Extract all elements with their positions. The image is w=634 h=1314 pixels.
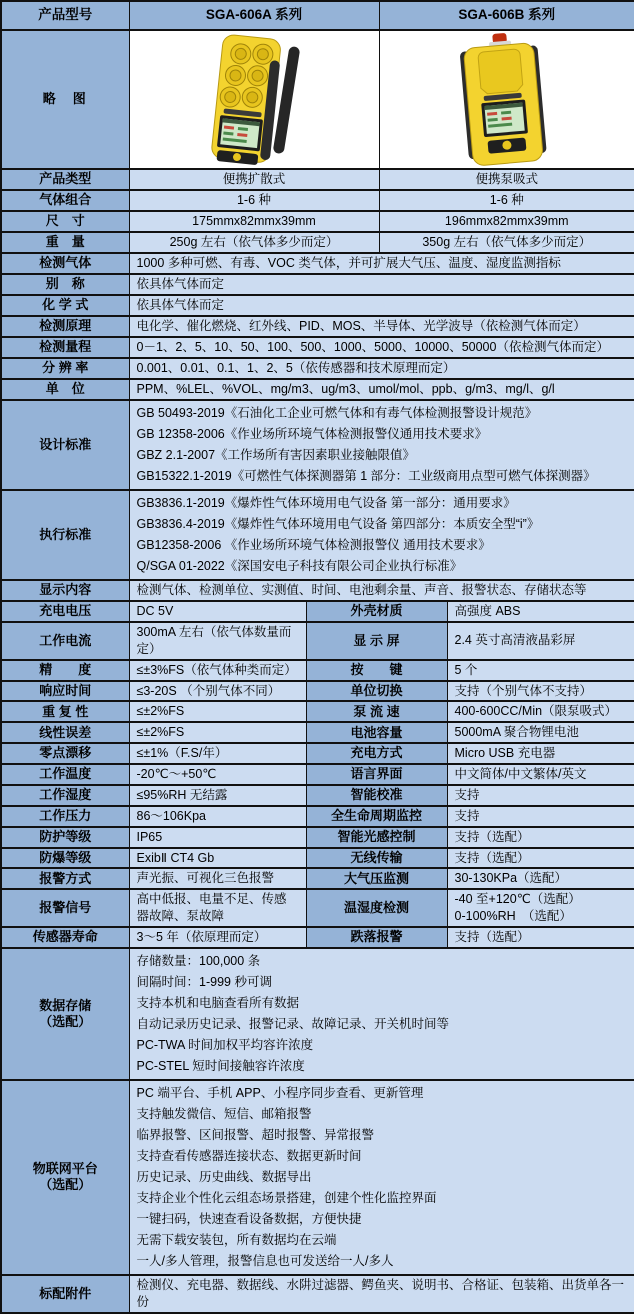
- row-value: ≤±3%FS（依气体种类而定）: [129, 660, 306, 681]
- row-value: ≤±2%FS: [129, 722, 306, 743]
- table-row: [1, 948, 634, 1080]
- table-row: [1, 253, 634, 274]
- feature-line: 支持本机和电脑查看所有数据: [136, 995, 300, 1010]
- table-row: [1, 1275, 634, 1313]
- value-a: 1-6 种: [129, 190, 379, 211]
- table-row: [1, 1080, 634, 1275]
- standards-list: [129, 400, 634, 490]
- row-label: 重 量: [1, 232, 129, 253]
- feature-line: PC 端平台、手机 APP、小程序同步查看、更新管理: [136, 1085, 424, 1100]
- feature-line: 一人/多人管理，报警信息也可发送给一人/多人: [136, 1253, 394, 1268]
- device-b-svg: [422, 32, 592, 168]
- row-value-2: 支持（选配）: [447, 827, 634, 848]
- table-row: [1, 274, 634, 295]
- row-label-2: 外壳材质: [306, 601, 447, 622]
- row-value-2: Micro USB 充电器: [447, 743, 634, 764]
- row-label-line2: （选配）: [39, 1013, 92, 1029]
- row-label: 工作压力: [1, 806, 129, 827]
- row-label: 检测气体: [1, 253, 129, 274]
- row-value: 声光振、可视化三色报警: [129, 868, 306, 889]
- row-value-2: -40 至+120℃（选配） 0-100%RH （选配）: [447, 889, 634, 927]
- row-value: 0－1、2、5、10、50、100、500、1000、5000、10000、50000（依检测气体而定）: [129, 337, 634, 358]
- lcd-screen: [481, 99, 528, 137]
- table-row: [1, 316, 634, 337]
- table-row: [1, 701, 634, 722]
- table-row: [1, 601, 634, 622]
- row-value: 0.001、0.01、0.1、1、2、5（依传感器和技术原理而定）: [129, 358, 634, 379]
- row-value-2: 400-600CC/Min（限泵吸式）: [447, 701, 634, 722]
- row-value: 高中低报、电量不足、传感器故障、泵故障: [129, 889, 306, 927]
- table-row: [1, 806, 634, 827]
- row-value: ExibⅡ CT4 Gb: [129, 848, 306, 869]
- row-label: 单 位: [1, 379, 129, 400]
- table-row: [1, 295, 634, 316]
- value-b: 350g 左右（依气体多少而定）: [379, 232, 634, 253]
- row-value: -20℃～+50℃: [129, 764, 306, 785]
- table-row: [1, 337, 634, 358]
- row-label: 分 辨 率: [1, 358, 129, 379]
- table-row: [1, 169, 634, 190]
- value-a: 便携扩散式: [129, 169, 379, 190]
- row-value: DC 5V: [129, 601, 306, 622]
- row-value: PPM、%LEL、%VOL、mg/m3、ug/m3、umol/mol、ppb、g/m3、mg/l、g/l: [129, 379, 634, 400]
- row-value: 检测仪、充电器、数据线、水阱过滤器、鳄鱼夹、说明书、合格证、包装箱、出货单各一份: [129, 1275, 634, 1313]
- feature-line: 自动记录历史记录、报警记录、故障记录、开关机时间等: [136, 1016, 450, 1031]
- table-row: [1, 743, 634, 764]
- row-label-line1: 物联网平台: [32, 1161, 98, 1177]
- row-label: 略 图: [1, 30, 129, 169]
- row-value: 检测气体、检测单位、实测值、时间、电池剩余量、声音、报警状态、存储状态等: [129, 580, 634, 601]
- row-label: 执行标准: [1, 490, 129, 580]
- row-label: 产品型号: [1, 1, 129, 30]
- row-value: ≤3-20S （个别气体不同）: [129, 681, 306, 702]
- row-label: 传感器寿命: [1, 927, 129, 948]
- feature-line: 历史记录、历史曲线、数据导出: [136, 1169, 312, 1184]
- row-label-line1: 数据存储: [39, 997, 92, 1013]
- row-label: 别 称: [1, 274, 129, 295]
- row-label: 检测原理: [1, 316, 129, 337]
- feature-line: 一键扫码，快速查看设备数据，方便快捷: [136, 1211, 362, 1226]
- table-row: [1, 785, 634, 806]
- row-label: [1, 1080, 129, 1275]
- table-row: [1, 889, 634, 927]
- row-label-line2: （选配）: [39, 1177, 92, 1193]
- feature-line: 临界报警、区间报警、超时报警、异常报警: [136, 1127, 375, 1142]
- table-row: [1, 379, 634, 400]
- standard-line: GB 50493-2019《石油化工企业可燃气体和有毒气体检测报警设计规范》: [136, 406, 538, 420]
- table-row: [1, 358, 634, 379]
- row-label-2: 语言界面: [306, 764, 447, 785]
- row-value: ≤±2%FS: [129, 701, 306, 722]
- table-row: [1, 848, 634, 869]
- row-label: 响应时间: [1, 681, 129, 702]
- standard-line: GB3836.1-2019《爆炸性气体环境用电气设备 第一部分：通用要求》: [136, 496, 516, 510]
- row-value: 依具体气体而定: [129, 295, 634, 316]
- feature-line: 支持企业个性化云组态场景搭建，创建个性化监控界面: [136, 1190, 437, 1205]
- row-label: 工作电流: [1, 622, 129, 660]
- row-value-2: 5000mA 聚合物锂电池: [447, 722, 634, 743]
- row-value-2: 5 个: [447, 660, 634, 681]
- row-label: 化 学 式: [1, 295, 129, 316]
- row-value: ≤±1%（F.S/年）: [129, 743, 306, 764]
- row-label-2: 电池容量: [306, 722, 447, 743]
- feature-line: 间隔时间：1-999 秒可调: [136, 974, 272, 989]
- table-row: [1, 722, 634, 743]
- row-value: 3～5 年（依原理而定）: [129, 927, 306, 948]
- row-value-2: 支持: [447, 806, 634, 827]
- row-label-2: 大气压监测: [306, 868, 447, 889]
- standard-line: GBZ 2.1-2007《工作场所有害因素职业接触限值》: [136, 448, 416, 462]
- lcd-screen: [217, 115, 263, 151]
- row-label-2: 温湿度检测: [306, 889, 447, 927]
- row-label: 显示内容: [1, 580, 129, 601]
- row-value: ≤95%RH 无结露: [129, 785, 306, 806]
- row-label: 工作湿度: [1, 785, 129, 806]
- row-value: 1000 多种可燃、有毒、VOC 类气体，并可扩展大气压、温度、湿度监测指标: [129, 253, 634, 274]
- row-label: 重 复 性: [1, 701, 129, 722]
- row-value-2: 支持（选配）: [447, 848, 634, 869]
- table-row: [1, 681, 634, 702]
- row-label: 线性误差: [1, 722, 129, 743]
- row-label: 报警信号: [1, 889, 129, 927]
- table-row: [1, 868, 634, 889]
- product-a-title: SGA-606A 系列: [129, 1, 379, 30]
- row-value: 300mA 左右（依气体数量而定）: [129, 622, 306, 660]
- row-value-2: 30-130KPa（选配）: [447, 868, 634, 889]
- row-label-2: 智能光感控制: [306, 827, 447, 848]
- row-value-2: 高强度 ABS: [447, 601, 634, 622]
- row-label: 防护等级: [1, 827, 129, 848]
- device-a-image: [129, 30, 379, 169]
- table-row: [1, 827, 634, 848]
- standards-list: [129, 490, 634, 580]
- row-label: 标配附件: [1, 1275, 129, 1313]
- device-b-image: [379, 30, 634, 169]
- value-b: 196mmx82mmx39mm: [379, 211, 634, 232]
- product-b-title: SGA-606B 系列: [379, 1, 634, 30]
- value-a: 175mmx82mmx39mm: [129, 211, 379, 232]
- table-row: [1, 490, 634, 580]
- row-label: 精 度: [1, 660, 129, 681]
- row-value-2: 中文简体/中文繁体/英文: [447, 764, 634, 785]
- row-label-2: 跌落报警: [306, 927, 447, 948]
- table-row: [1, 190, 634, 211]
- row-label-2: 无线传输: [306, 848, 447, 869]
- value-b: 便携泵吸式: [379, 169, 634, 190]
- table-row: [1, 580, 634, 601]
- row-value-2: 支持（选配）: [447, 927, 634, 948]
- table-row: [1, 1, 634, 30]
- standard-line: GB12358-2006 《作业场所环境气体检测报警仪 通用技术要求》: [136, 538, 491, 552]
- feature-list: [129, 1080, 634, 1275]
- row-label-2: 全生命周期监控: [306, 806, 447, 827]
- row-label: 零点漂移: [1, 743, 129, 764]
- row-label-2: 按 键: [306, 660, 447, 681]
- row-label: 尺 寸: [1, 211, 129, 232]
- standard-line: Q/SGA 01-2022《深国安电子科技有限公司企业执行标准》: [136, 559, 463, 573]
- row-value-2: 支持（个别气体不支持）: [447, 681, 634, 702]
- feature-line: PC-STEL 短时间接触容许浓度: [136, 1058, 305, 1073]
- standard-line: GB15322.1-2019《可燃性气体探测器第 1 部分：工业级商用点型可燃气体探测器》: [136, 469, 596, 483]
- spec-table-body: [1, 1, 634, 1313]
- table-row: [1, 927, 634, 948]
- feature-line: PC-TWA 时间加权平均容许浓度: [136, 1037, 314, 1052]
- row-label: 报警方式: [1, 868, 129, 889]
- standard-line: GB 12358-2006《作业场所环境气体检测报警仪通用技术要求》: [136, 427, 488, 441]
- row-label-2: 显 示 屏: [306, 622, 447, 660]
- table-row: [1, 400, 634, 490]
- table-row: [1, 622, 634, 660]
- row-label: 气体组合: [1, 190, 129, 211]
- feature-line: 支持查看传感器连接状态、数据更新时间: [136, 1148, 362, 1163]
- row-value: 电化学、催化燃烧、红外线、PID、MOS、半导体、光学波导（依检测气体而定）: [129, 316, 634, 337]
- standard-line: GB3836.4-2019《爆炸性气体环境用电气设备 第四部分：本质安全型“i”》: [136, 517, 540, 531]
- table-row: [1, 30, 634, 169]
- row-label-2: 单位切换: [306, 681, 447, 702]
- row-value: 86～106Kpa: [129, 806, 306, 827]
- value-a: 250g 左右（依气体多少而定）: [129, 232, 379, 253]
- feature-line: 存储数量：100,000 条: [136, 953, 261, 968]
- row-label: 设计标准: [1, 400, 129, 490]
- row-label: 检测量程: [1, 337, 129, 358]
- row-value: IP65: [129, 827, 306, 848]
- row-label-2: 智能校准: [306, 785, 447, 806]
- row-value-2: 支持: [447, 785, 634, 806]
- feature-line: 无需下载安装包，所有数据均在云端: [136, 1232, 337, 1247]
- row-value-2: 2.4 英寸高清液晶彩屏: [447, 622, 634, 660]
- feature-line: 支持触发微信、短信、邮箱报警: [136, 1106, 312, 1121]
- value-b: 1-6 种: [379, 190, 634, 211]
- row-label: 工作温度: [1, 764, 129, 785]
- table-row: [1, 764, 634, 785]
- row-value: 依具体气体而定: [129, 274, 634, 295]
- row-label-2: 充电方式: [306, 743, 447, 764]
- row-label: 产品类型: [1, 169, 129, 190]
- feature-list: [129, 948, 634, 1080]
- table-row: [1, 660, 634, 681]
- device-a-svg: [169, 32, 339, 168]
- row-label: [1, 948, 129, 1080]
- row-label: 充电电压: [1, 601, 129, 622]
- row-label: 防爆等级: [1, 848, 129, 869]
- table-row: [1, 211, 634, 232]
- table-row: [1, 232, 634, 253]
- row-label-2: 泵 流 速: [306, 701, 447, 722]
